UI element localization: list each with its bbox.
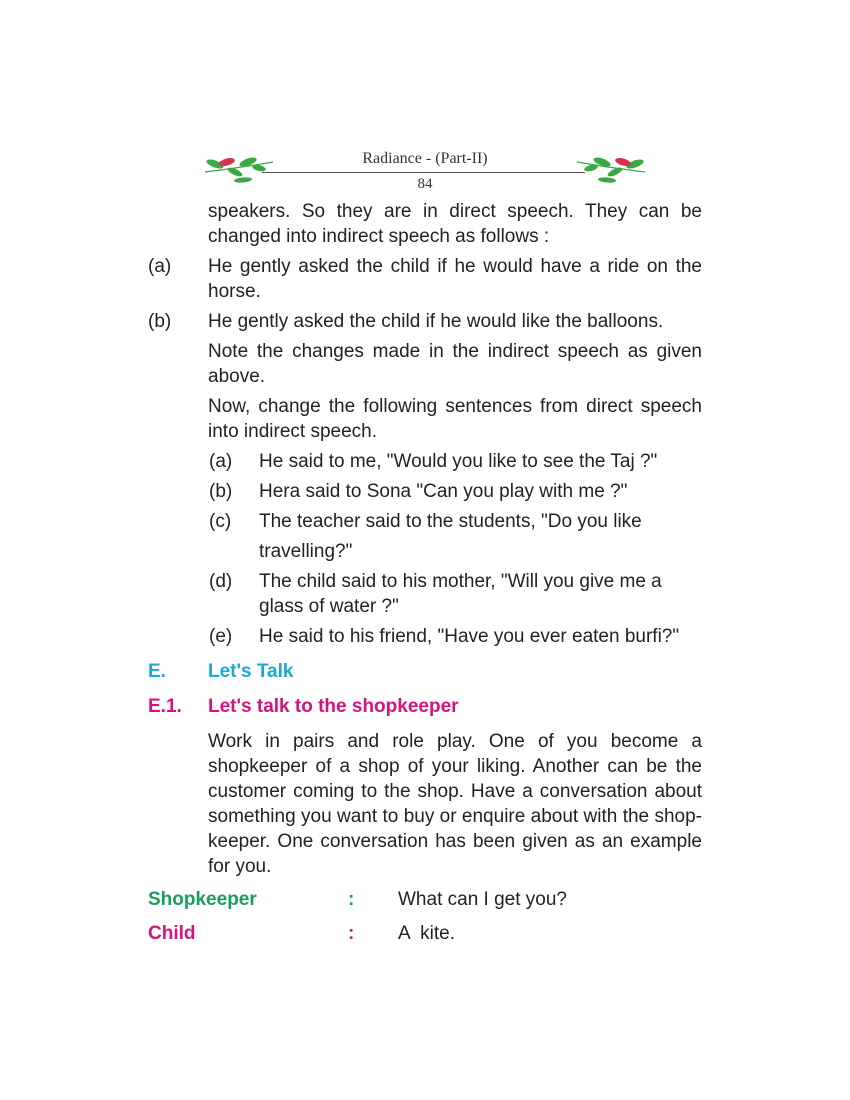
dialogue-colon: :	[348, 889, 355, 910]
exercise-text-line1: The teacher said to the students, "Do you like	[259, 511, 642, 532]
exercise-text-line2: travelling?"	[259, 541, 353, 562]
subsection-number: E.1.	[148, 696, 182, 717]
example-label: (b)	[148, 311, 172, 332]
exercise-text: He said to me, "Would you like to see the Taj ?"	[259, 451, 658, 472]
exercise-text: He said to his friend, "Have you ever eaten burfi?"	[259, 626, 680, 647]
exercise-label: (a)	[209, 451, 233, 472]
example-label: (a)	[148, 256, 172, 277]
dialogue-line: What can I get you?	[398, 889, 567, 910]
subsection-heading: Let's talk to the shopkeeper	[208, 696, 459, 717]
exercise-text-line1: The child said to his mother, "Will you give me a	[259, 571, 662, 592]
dialogue-colon: :	[348, 923, 355, 944]
exercise-label: (b)	[209, 481, 233, 502]
exercise-label: (d)	[209, 571, 233, 592]
intro-paragraph: speakers. So they are in direct speech. They can be changed into indirect speech as follows :	[208, 201, 702, 247]
exercise-text: Hera said to Sona "Can you play with me ?"	[259, 481, 628, 502]
exercise-label: (e)	[209, 626, 233, 647]
exercise-text-line2: glass of water ?"	[259, 596, 399, 617]
exercise-label: (c)	[209, 511, 232, 532]
section-number: E.	[148, 661, 166, 682]
header-rule	[262, 172, 585, 173]
leaf-ornament-right-icon	[575, 150, 647, 188]
roleplay-paragraph: Work in pairs and role play. One of you become a shopkeeper of a shop of your liking. Another can be the customer coming to the shop. Have a conversation about something you want to buy or enquire about with the shop-keeper. One conversation has been given as an example for you.	[208, 731, 702, 877]
example-text: He gently asked the child if he would have a ride on the horse.	[208, 256, 702, 302]
running-header-title: Radiance - (Part-II)	[362, 150, 488, 167]
page-number: 84	[417, 176, 433, 192]
note-paragraph: Note the changes made in the indirect speech as given above.	[208, 341, 702, 387]
speaker-child: Child	[148, 923, 196, 944]
section-heading: Let's Talk	[208, 661, 294, 682]
dialogue-line: A kite.	[398, 923, 456, 944]
speaker-shopkeeper: Shopkeeper	[148, 889, 257, 910]
instruction-paragraph: Now, change the following sentences from direct speech into indirect speech.	[208, 396, 702, 442]
example-text: He gently asked the child if he would like the balloons.	[208, 311, 664, 332]
